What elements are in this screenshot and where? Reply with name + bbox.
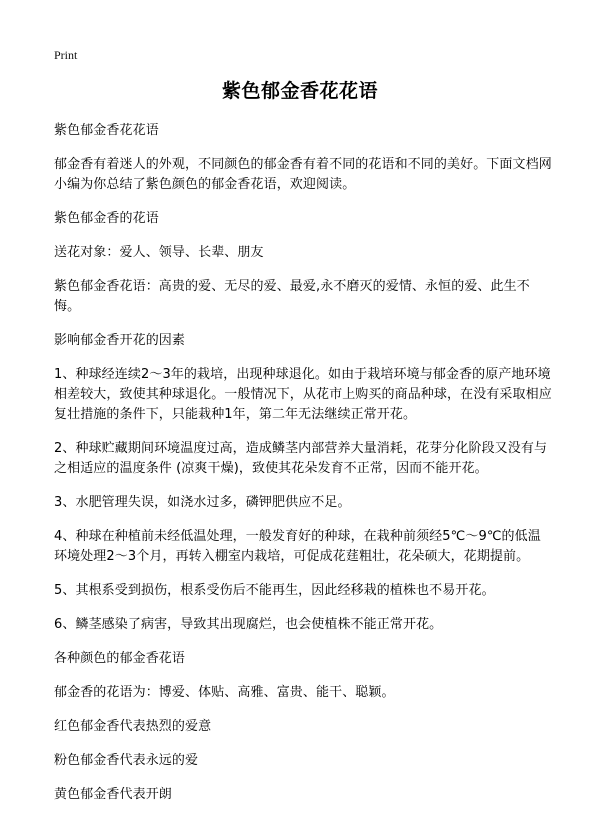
section-heading: 影响郁金香开花的因素: [54, 333, 186, 348]
section-heading: 紫色郁金香花花语: [54, 123, 159, 138]
factor-paragraph: 4、种球在种植前未经低温处理，一般发育好的种球，在栽种前须经5℃～9℃的低温环境处理2～3个月，再转入棚室内栽培，可促成花莛粗壮，花朵硕大，花期提前。: [54, 529, 541, 564]
color-meaning-paragraph: 黄色郁金香代表开朗: [54, 787, 172, 802]
intro-paragraph: 郁金香有着迷人的外观，不同颜色的郁金香有着不同的花语和不同的美好。下面文档网小编为你总结了紫色颜色的郁金香花语，欢迎阅读。: [54, 157, 552, 192]
factor-paragraph: 5、其根系受到损伤，根系受伤后不能再生，因此经移栽的植株也不易开花。: [54, 583, 495, 598]
factor-paragraph: 6、鳞茎感染了病害，导致其出现腐烂，也会使植株不能正常开花。: [54, 617, 443, 632]
print-link[interactable]: Print: [54, 48, 78, 62]
color-meaning-paragraph: 粉色郁金香代表永远的爱: [54, 753, 199, 768]
page-title: 紫色郁金香花花语: [221, 80, 378, 102]
meaning-paragraph: 紫色郁金香花语：高贵的爱、无尽的爱、最爱,永不磨灭的爱情、永恒的爱、此生不悔。: [54, 279, 530, 314]
factor-paragraph: 3、水肥管理失误，如浇水过多，磷钾肥供应不足。: [54, 495, 351, 510]
recipient-paragraph: 送花对象：爱人、领导、长辈、朋友: [54, 245, 264, 260]
meaning-paragraph: 郁金香的花语为：博爱、体贴、高雅、富贵、能干、聪颖。: [54, 685, 395, 700]
color-meaning-paragraph: 红色郁金香代表热烈的爱意: [54, 719, 212, 734]
article-body: [54, 121, 552, 819]
section-heading: 各种颜色的郁金香花语: [54, 651, 186, 666]
factor-paragraph: 1、种球经连续2～3年的栽培，出现种球退化。如由于栽培环境与郁金香的原产地环境相差较大，致使其种球退化。一般情况下，从花市上购买的商品种球，在没有采取相应复壮措施的条件下，只能栽种1年，第二年无法继续正常开花。: [54, 367, 552, 422]
factor-paragraph: 2、种球贮藏期间环境温度过高，造成鳞茎内部营养大量消耗，花芽分化阶段又没有与之相适应的温度条件 (凉爽干燥)，致使其花朵发育不正常，因而不能开花。: [54, 441, 548, 476]
section-heading: 紫色郁金香的花语: [54, 211, 159, 226]
